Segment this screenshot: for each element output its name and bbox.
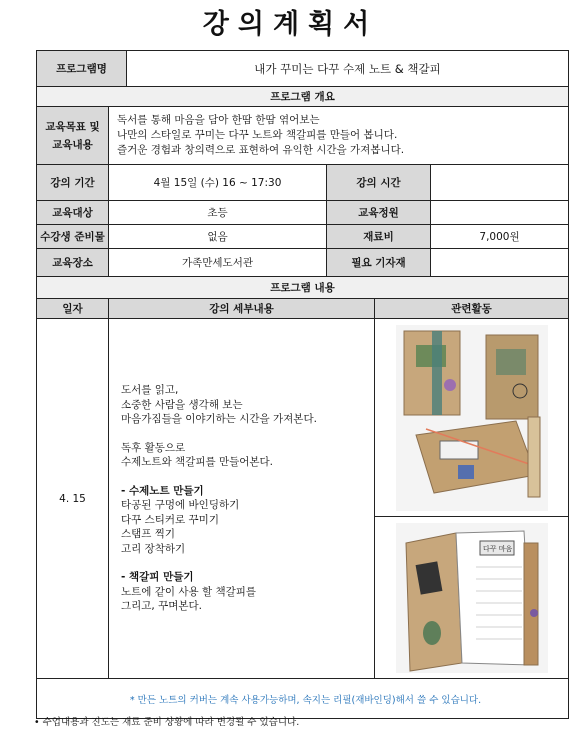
detail-line [121, 427, 374, 441]
target-value: 초등 [109, 201, 327, 225]
program-name-label: 프로그램명 [37, 51, 127, 87]
place-value: 가족만세도서관 [109, 249, 327, 277]
detail-line: 독후 활동으로 [121, 441, 186, 454]
notebook-open-photo [396, 523, 548, 673]
detail-line [121, 556, 374, 570]
time-label: 강의 시간 [327, 165, 431, 201]
detail-line: 타공된 구멍에 바인딩하기 [121, 499, 240, 512]
page-title: 강의계획서 [202, 9, 379, 40]
notebooks-photo [396, 325, 548, 511]
goal-label-line: 교육내용 [52, 138, 93, 151]
col-activity-header: 관련활동 [375, 299, 569, 319]
detail-line: 수제노트와 책갈피를 만들어본다. [121, 456, 274, 469]
lesson-detail [109, 319, 375, 679]
fee-label: 재료비 [327, 225, 431, 249]
detail-line [121, 470, 374, 484]
detail-line: 다꾸 스티커로 꾸미기 [121, 513, 219, 526]
activity-photo-cell-1 [375, 319, 569, 517]
detail-line: 노트에 같이 사용 할 책갈피를 [121, 585, 257, 598]
lecture-plan-table [36, 50, 569, 719]
prep-label: 수강생 준비물 [37, 225, 109, 249]
footnote: • 수업내용과 진도는 재료 준비 상황에 따라 변경될 수 있습니다. [34, 717, 300, 728]
prep-value: 없음 [109, 225, 327, 249]
lesson-date: 4. 15 [37, 319, 109, 679]
detail-line: 고리 장착하기 [121, 542, 186, 555]
target-label: 교육대상 [37, 201, 109, 225]
goal-label-line: 교육목표 및 [45, 120, 100, 133]
refill-note: * 만든 노트의 커버는 계속 사용가능하며, 속지는 리필(재바인딩)해서 쓸 수 있습니다. [37, 679, 569, 719]
capacity-value [431, 201, 569, 225]
activity-photo-cell-2 [375, 517, 569, 679]
col-detail-header: 강의 세부내용 [109, 299, 375, 319]
goal-label [37, 107, 109, 165]
overview-header: 프로그램 개요 [37, 87, 569, 107]
content-row [37, 319, 569, 517]
goal-row [37, 107, 569, 165]
content-header: 프로그램 내용 [37, 277, 569, 299]
time-value [431, 165, 569, 201]
period-label: 강의 기간 [37, 165, 109, 201]
goal-content [109, 107, 569, 165]
goal-line: 나만의 스타일로 꾸미는 다꾸 노트와 책갈피를 만들어 봅니다. [117, 129, 398, 141]
detail-line: 소중한 사람을 생각해 보는 [121, 398, 243, 411]
program-name-value: 내가 꾸미는 다꾸 수제 노트 & 책갈피 [127, 51, 569, 87]
detail-line: - 책갈피 만들기 [121, 571, 194, 584]
place-label: 교육장소 [37, 249, 109, 277]
bookmark-label: 다꾸 마음 [482, 544, 512, 553]
detail-line: 그리고, 꾸며본다. [121, 600, 203, 613]
goal-line: 독서를 통해 마음을 담아 한땀 한땀 엮어보는 [117, 114, 320, 126]
goal-line: 즐거운 경험과 창의력으로 표현하여 유익한 시간을 가져봅니다. [117, 144, 405, 156]
detail-line: 마음가짐들을 이야기하는 시간을 가져본다. [121, 413, 317, 426]
equipment-value [431, 249, 569, 277]
detail-line: 스탬프 찍기 [121, 528, 176, 541]
col-date-header: 일자 [37, 299, 109, 319]
capacity-label: 교육정원 [327, 201, 431, 225]
detail-line: 도서를 읽고, [121, 384, 179, 397]
fee-value: 7,000원 [431, 225, 569, 249]
period-value: 4월 15일 (수) 16 ~ 17:30 [109, 165, 327, 201]
program-name-row [37, 51, 569, 87]
detail-line: - 수제노트 만들기 [121, 484, 204, 497]
equipment-label: 필요 기자재 [327, 249, 431, 277]
